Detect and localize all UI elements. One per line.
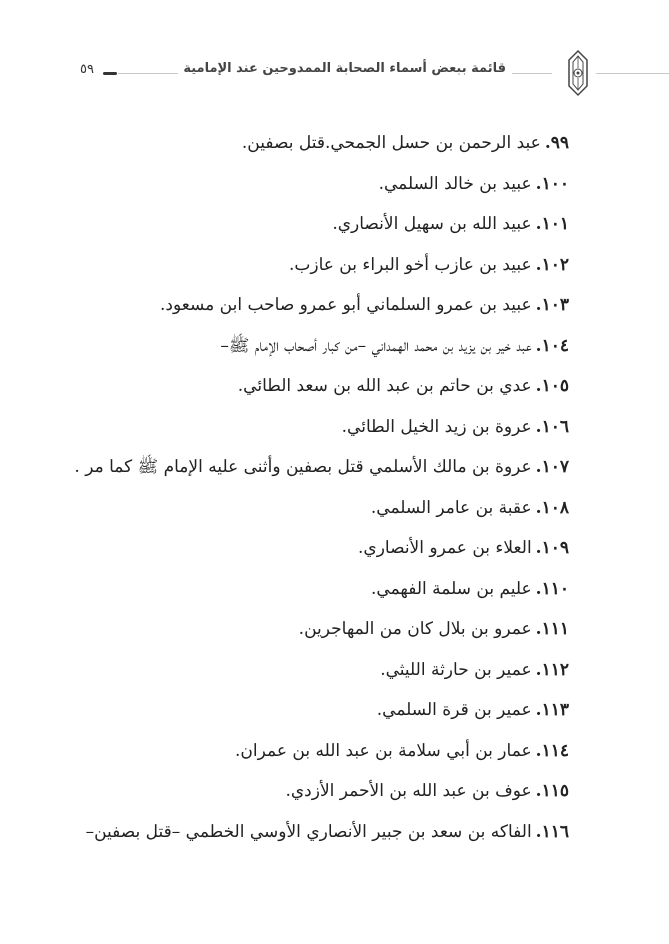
list-item — [89, 250, 569, 291]
list-item — [89, 412, 569, 453]
entry-text: عبيد بن عازب أخو البراء بن عازب. — [288, 254, 532, 275]
entry-text: عمار بن أبي سلامة بن عبد الله بن عمران. — [235, 740, 532, 761]
list-item — [89, 614, 569, 655]
entry-number: ١٠٣. — [535, 295, 569, 315]
list-item — [85, 817, 569, 858]
companion-list — [74, 128, 569, 857]
entry-text: عليم بن سلمة الفهمي. — [371, 578, 532, 599]
entry-text: عدي بن حاتم بن عبد الله بن سعد الطائي. — [237, 376, 532, 396]
entry-number: ١٠٥. — [535, 376, 569, 396]
list-item — [89, 655, 569, 696]
list-item — [89, 533, 569, 574]
entry-number: ١٠٧. — [535, 457, 569, 477]
list-item — [89, 169, 569, 210]
list-item — [89, 574, 569, 615]
page-number-dash — [103, 72, 117, 75]
entry-text: عروة بن مالك الأسلمي قتل بصفين وأثنى عليه الإمام ﷺ كما مر . — [74, 457, 532, 477]
entry-number: ١١٦. — [535, 821, 569, 842]
entry-number: ١١٢. — [535, 659, 569, 680]
entry-text: عبيد بن عمرو السلماني أبو عمرو صاحب ابن مسعود. — [160, 295, 532, 315]
entry-number: ١٠٢. — [535, 254, 569, 275]
entry-number: ١١٥. — [535, 781, 569, 801]
header-rule-middle — [512, 73, 552, 74]
entry-text: عبيد الله بن سهيل الأنصاري. — [332, 214, 532, 234]
ornament-icon — [563, 48, 593, 98]
entry-number: ١٠٨. — [535, 497, 569, 518]
list-item — [89, 736, 569, 777]
entry-text: عمير بن قرة السلمي. — [376, 700, 532, 720]
list-item — [89, 776, 569, 817]
entry-text: عبيد بن خالد السلمي. — [378, 173, 532, 194]
entry-number: ٩٩. — [544, 133, 569, 153]
entry-text: عبد خير بن يزيد بن محمد الهمداني –من كبار أصحاب الإمام ﷺ– — [220, 335, 532, 356]
list-item — [89, 128, 569, 169]
entry-number: ١٠٤. — [535, 335, 569, 356]
entry-number: ١٠٠. — [535, 173, 569, 194]
list-item — [89, 331, 569, 372]
entry-text: عقبة بن عامر السلمي. — [370, 497, 532, 518]
entry-text: عروة بن زيد الخيل الطائي. — [341, 416, 532, 437]
entry-number: ١٠٦. — [535, 416, 569, 437]
entry-number: ١١١. — [535, 619, 569, 639]
entry-text: عمير بن حارثة الليثي. — [380, 659, 532, 680]
entry-number: ١١٣. — [535, 700, 569, 720]
list-item — [89, 493, 569, 534]
header-rule-left — [118, 73, 178, 74]
list-item — [74, 452, 569, 493]
list-item — [89, 290, 569, 331]
header-rule-right — [596, 73, 669, 74]
entry-number: ١٠١. — [535, 214, 569, 234]
entry-text: عمرو بن بلال كان من المهاجرين. — [298, 619, 532, 639]
entry-number: ١١٤. — [535, 740, 569, 761]
page-number: ٥٩ — [80, 62, 94, 77]
entry-number: ١١٠. — [535, 578, 569, 599]
running-title: قائمة ببعض أسماء الصحابة الممدوحين عند الإمامية — [183, 61, 506, 76]
entry-text: الفاكه بن سعد بن جبير الأنصاري الأوسي الخطمي –قتل بصفين– — [85, 821, 532, 842]
list-item — [89, 695, 569, 736]
entry-text: عوف بن عبد الله بن الأحمر الأزدي. — [285, 781, 532, 801]
running-header — [0, 48, 669, 98]
entry-text: عبد الرحمن بن حسل الجمحي.قتل بصفين. — [241, 133, 541, 153]
list-item — [89, 209, 569, 250]
entry-number: ١٠٩. — [535, 538, 569, 558]
list-item — [89, 371, 569, 412]
entry-text: العلاء بن عمرو الأنصاري. — [357, 538, 532, 558]
